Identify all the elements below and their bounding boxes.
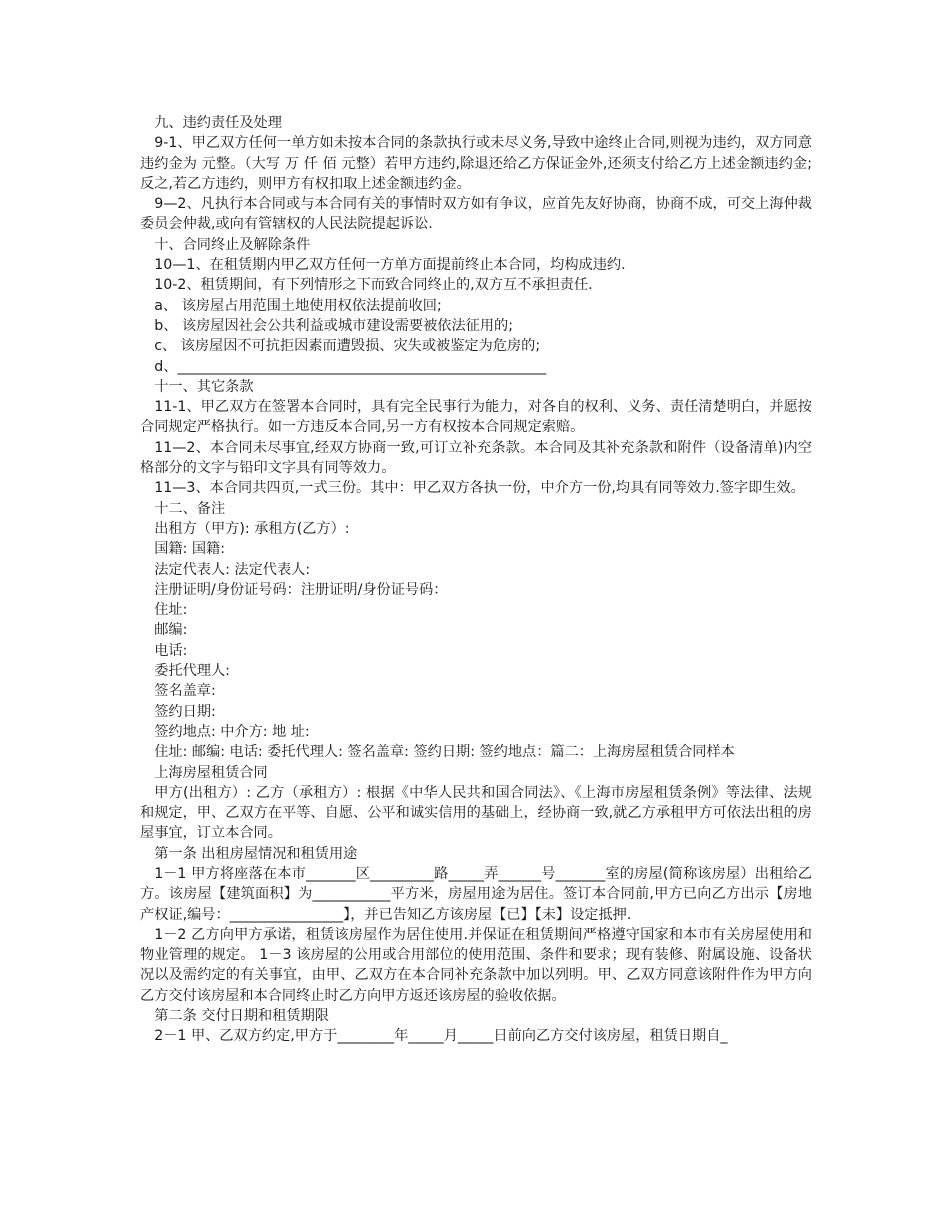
field-postcode: 邮编: [154, 622, 188, 639]
clause-1-1: 1－1 甲方将座落在本市_______区_________路_____弄______号_______室的房屋(简称该房屋）出租给乙方。该房屋【建筑面积】为___________平方米，房屋用途为居住。签订本合同前,甲方已向乙方出示【房地产权证,编号：________________】，并已告知乙方该房屋【已】【未】设定抵押. [140, 865, 812, 923]
field-sign-date: 签约日期: [154, 703, 216, 720]
clause-2-1: 2－1 甲、乙双方约定,甲方于________年_____月_____日前向乙方交付该房屋，租赁日期自_ [154, 1028, 728, 1045]
section-heading-notes: 十二、备注 [154, 500, 226, 517]
clause-11-2: 11—2、本合同未尽事宜,经双方协商一致,可订立补充条款。本合同及其补充条款和附件（设备清单)内空格部分的文字与铅印文字具有同等效力。 [140, 439, 812, 477]
field-nationality: 国籍: 国籍: [154, 541, 226, 558]
document-page [140, 113, 812, 1047]
field-intermediary-info: 住址: 邮编: 电话: 委托代理人: 签名盖章: 签约日期: 签约地点：篇二：上海房屋租赁合同样本 [154, 744, 735, 761]
contract-preamble: 甲方(出租方）: 乙方（承租方）: 根据《中华人民共和国合同法》、《上海市房屋租赁条例》等法律、法规和规定，甲、乙双方在平等、自愿、公平和诚实信用的基础上，经协商一致,就乙方承租甲方可依法出租的房屋事宜，订立本合同。 [140, 784, 812, 842]
clause-11-3: 11—3、本合同共四页,一式三份。其中：甲乙双方各执一份，中介方一份,均具有同等效力.签字即生效。 [154, 480, 805, 497]
field-sign-place: 签约地点: 中介方: 地 址: [154, 723, 310, 740]
section-heading-termination: 十、合同终止及解除条件 [154, 236, 311, 253]
article-2-heading: 第二条 交付日期和租赁期限 [154, 1008, 329, 1025]
field-agent: 委托代理人: [154, 663, 230, 680]
list-item-d: d、____________________________________________________ [154, 358, 547, 375]
list-item-b: b、 该房屋因社会公共利益或城市建设需要被依法征用的; [154, 317, 513, 334]
list-item-a: a、 该房屋占用范围土地使用权依法提前收回; [154, 297, 442, 314]
field-parties: 出租方（甲方): 承租方(乙方）: [154, 520, 350, 537]
clause-10-1: 10—1、在租赁期内甲乙双方任何一方单方面提前终止本合同，均构成违约. [154, 257, 626, 274]
clause-11-1: 11-1、甲乙双方在签署本合同时，具有完全民事行为能力，对各自的权利、义务、责任清楚明白，并愿按合同规定严格执行。如一方违反本合同,另一方有权按本合同规定索赔。 [140, 399, 812, 436]
clause-9-2: 9—2、凡执行本合同或与本合同有关的事情时双方如有争议，应首先友好协商，协商不成，可交上海仲裁委员会仲裁,或向有管辖权的人民法院提起诉讼. [140, 196, 812, 233]
clause-1-2: 1－2 乙方向甲方承诺，租赁该房屋作为居住使用.并保证在租赁期间严格遵守国家和本市有关房屋使用和物业管理的规定。 1－3 该房屋的公用或合用部位的使用范围、条件和要求；现有装修、附属设施、设备状况以及需约定的有关事宜，由甲、乙双方在本合同补充条款中加以列明。甲、乙双方同意该附件作为甲方向乙方交付该房屋和本合同终止时乙方向甲方返还该房屋的验收依据。 [140, 926, 812, 1004]
section-heading-other: 十一、其它条款 [154, 378, 254, 395]
field-legal-rep: 法定代表人: 法定代表人: [154, 561, 311, 578]
field-address: 住址: [154, 602, 188, 619]
field-signature: 签名盖章: [154, 683, 216, 700]
section-heading-breach: 九、违约责任及处理 [154, 115, 282, 131]
contract-title: 上海房屋租赁合同 [154, 764, 268, 781]
field-id-number: 注册证明/身份证号码：注册证明/身份证号码： [154, 581, 448, 598]
article-1-heading: 第一条 出租房屋情况和租赁用途 [154, 845, 358, 862]
clause-9-1: 9-1、甲乙双方任何一单方如未按本合同的条款执行或未尽义务,导致中途终止合同,则视为违约，双方同意违约金为 元整。（大写 万 仟 佰 元整）若甲方违约,除退还给乙方保证金外,还须支付给乙方上述金额违约金;反之,若乙方违约，则甲方有权扣取上述金额违约金。 [140, 135, 812, 192]
clause-10-2: 10-2、租赁期间，有下列情形之下而致合同终止的,双方互不承担责任. [154, 277, 593, 294]
field-phone: 电话: [154, 642, 188, 659]
list-item-c: c、 该房屋因不可抗拒因素而遭毁损、灾失或被鉴定为危房的; [154, 338, 541, 355]
